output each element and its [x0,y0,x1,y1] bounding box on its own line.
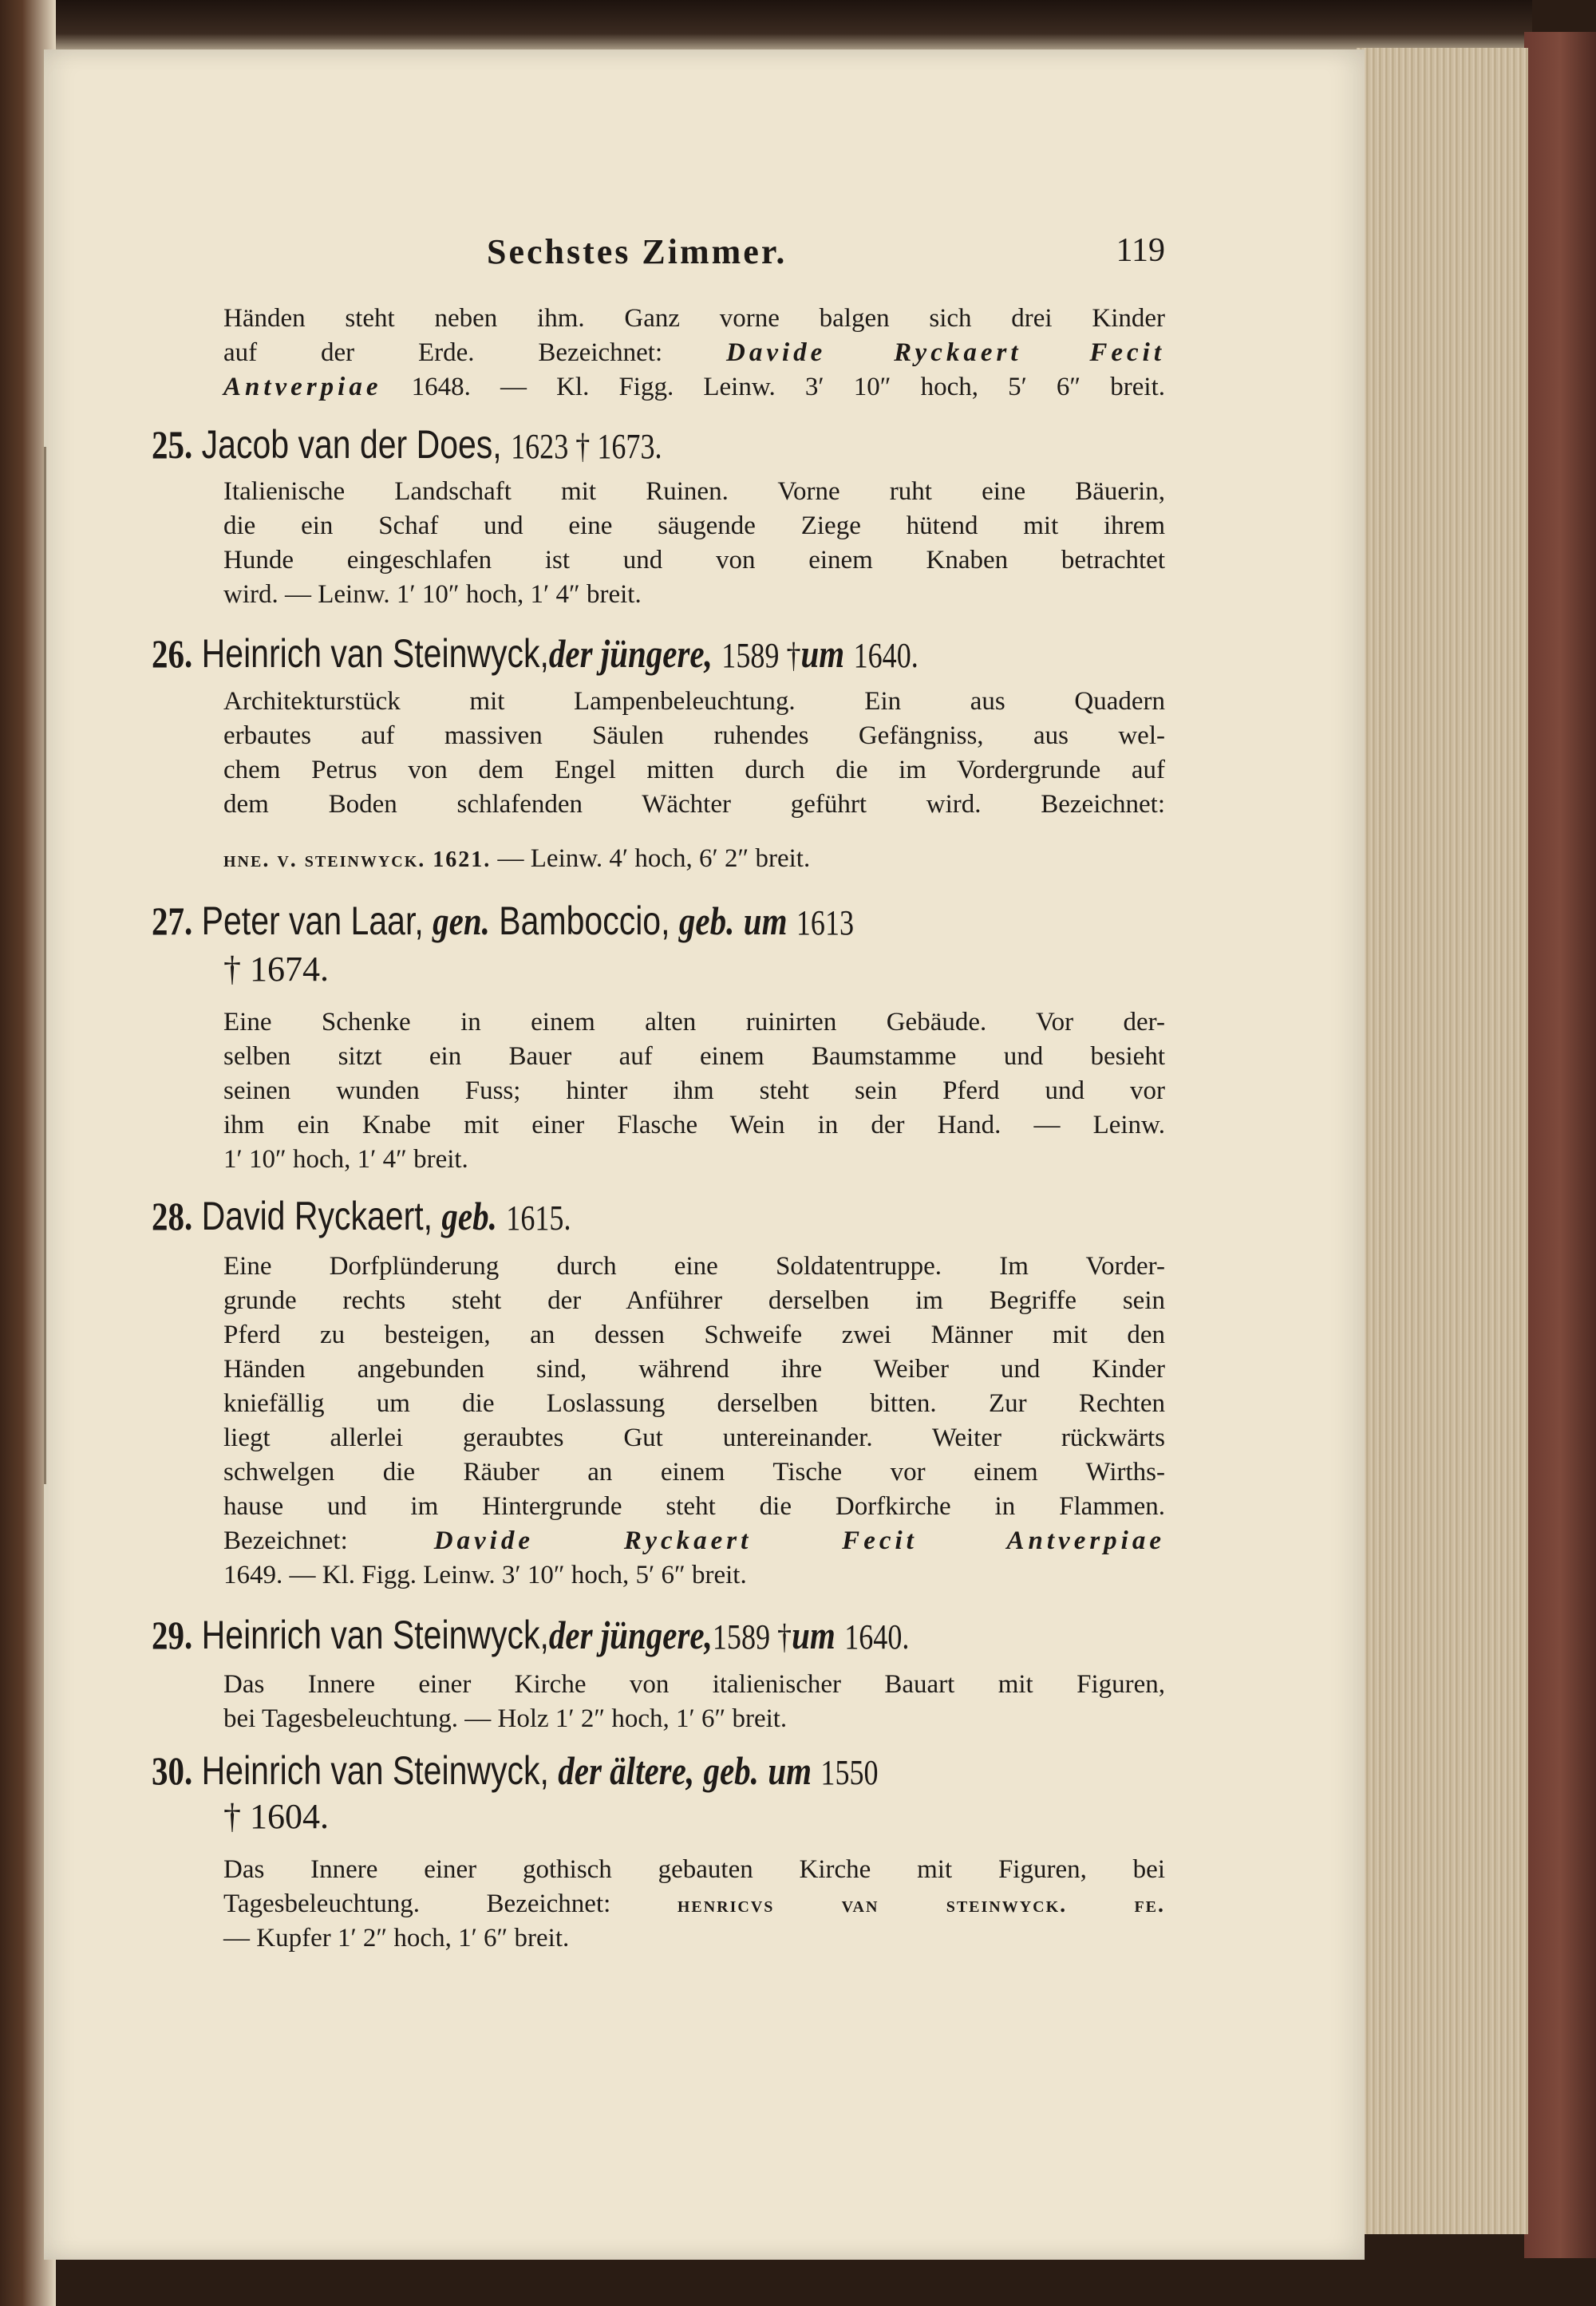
signature: Davide Ryckaert Fecit Antverpiae [433,1526,1166,1555]
gutter-mark [44,447,46,1484]
entry-heading: 26. Heinrich van Steinwyck,der jüngere, 1589 †um 1640. [152,631,918,676]
signature: hne. v. steinwyck. 1621. [223,847,492,872]
entry-text: chem Petrus von dem Engel mitten durch die im Vordergrunde auf [223,756,1165,784]
entry-heading: 28. David Ryckaert, geb. 1615. [152,1194,571,1238]
entry-text: Eine Schenke in einem alten ruinirten Gebäude. Vor der- [223,1008,1165,1037]
entry-text: Hunde eingeschlafen ist und von einem Knaben betrachtet [223,546,1165,575]
entry-text: dem Boden schlafenden Wächter geführt wird. Bezeichnet: [223,790,1165,819]
entry-text: Bezeichnet: Davide Ryckaert Fecit Antverpiae [223,1526,1166,1555]
entry-text: 1′ 10″ hoch, 1′ 4″ breit. [223,1145,468,1174]
book-top-edge [48,0,1532,56]
intro-line: Händen steht neben ihm. Ganz vorne balgen sich drei Kinder [223,304,1165,333]
entry-text: 1649. — Kl. Figg. Leinw. 3′ 10″ hoch, 5′ 6″ breit. [223,1561,747,1589]
entry-text: Händen angebunden sind, während ihre Weiber und Kinder [223,1355,1165,1384]
entry-text: Italienische Landschaft mit Ruinen. Vorne ruht eine Bäuerin, [223,477,1165,506]
entry-heading: 25. Jacob van der Does, 1623 † 1673. [152,422,662,467]
entry-text: liegt allerlei geraubtes Gut untereinander. Weiter rückwärts [223,1423,1165,1452]
intro-line: auf der Erde. Bezeichnet: Davide Ryckaert Fecit [223,338,1165,367]
signature: henricvs van steinwyck. fe. [677,1893,1166,1917]
entry-heading: 29. Heinrich van Steinwyck,der jüngere,1589 †um 1640. [152,1613,910,1657]
page-block-edges [1357,48,1528,2234]
entry-text: ihm ein Knabe mit einer Flasche Wein in der Hand. — Leinw. [223,1111,1165,1139]
entry-text: hause und im Hintergrunde steht die Dorfkirche in Flammen. [223,1492,1165,1521]
entry-text: die ein Schaf und eine säugende Ziege hütend mit ihrem [223,511,1165,540]
page-number: 119 [1116,232,1165,269]
entry-text: seinen wunden Fuss; hinter ihm steht sein Pferd und vor [223,1076,1165,1105]
running-header [487,231,1165,279]
entry-heading: 27. Peter van Laar, gen. Bamboccio, geb. um 1613 [152,898,855,943]
entry-text: selben sitzt ein Bauer auf einem Baumstamme und besieht [223,1042,1165,1071]
entry-text: Tagesbeleuchtung. Bezeichnet: henricvs van steinwyck. fe. [223,1889,1166,1918]
entry-text: erbautes auf massiven Säulen ruhendes Gefängniss, aus wel- [223,721,1165,750]
entry-heading: 30. Heinrich van Steinwyck, der ältere, geb. um 1550 [152,1748,879,1793]
entry-text: grunde rechts steht der Anführer derselben im Begriffe sein [223,1286,1165,1315]
entry-text: hne. v. steinwyck. 1621. — Leinw. 4′ hoch, 6′ 2″ breit. [223,844,811,873]
entry-text: wird. — Leinw. 1′ 10″ hoch, 1′ 4″ breit. [223,580,642,609]
entry-heading-cont: † 1604. [223,1797,329,1836]
entry-text: schwelgen die Räuber an einem Tische vor einem Wirths- [223,1458,1165,1487]
entry-text: Das Innere einer Kirche von italienischer Bauart mit Figuren, [223,1670,1165,1699]
entry-text: Architekturstück mit Lampenbeleuchtung. Ein aus Quadern [223,687,1165,716]
entry-text: Pferd zu besteigen, an dessen Schweife zwei Männer mit den [223,1321,1165,1349]
intro-line: Antverpiae 1648. — Kl. Figg. Leinw. 3′ 10″ hoch, 5′ 6″ breit. [223,373,1166,401]
entry-text: Das Innere einer gothisch gebauten Kirche mit Figuren, bei [223,1855,1165,1884]
book-cover [1524,32,1596,2258]
entry-text: kniefällig um die Loslassung derselben bitten. Zur Rechten [223,1389,1165,1418]
entry-text: Eine Dorfplünderung durch eine Soldatentruppe. Im Vorder- [223,1252,1165,1281]
entry-text: bei Tagesbeleuchtung. — Holz 1′ 2″ hoch, 1′ 6″ breit. [223,1704,788,1733]
header-title: Sechstes Zimmer. [487,232,788,271]
entry-heading-cont: † 1674. [223,950,329,989]
entry-text: — Kupfer 1′ 2″ hoch, 1′ 6″ breit. [223,1924,570,1953]
